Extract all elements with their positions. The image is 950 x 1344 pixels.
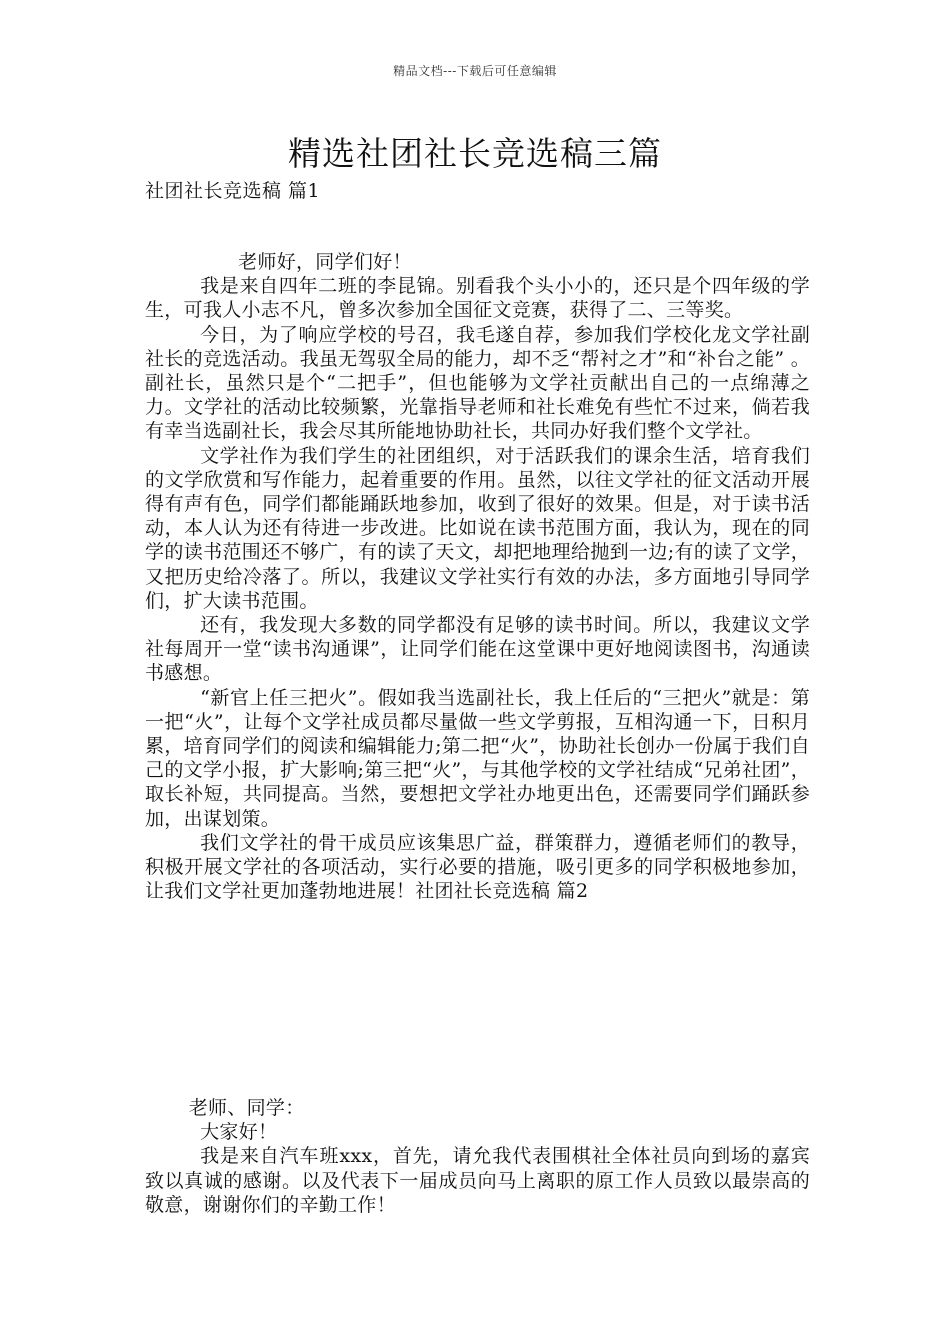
section1-paragraph-6: 我们文学社的骨干成员应该集思广益，群策群力，遵循老师们的教导，积极开展文学社的各项活动，实行必要的措施，吸引更多的同学积极地参加，让我们文学社更加蓬勃地进展！社团社长竞选稿 篇2 — [145, 831, 810, 903]
document-title: 精选社团社长竞选稿三篇 — [288, 134, 662, 173]
section2-body — [145, 1096, 810, 1217]
page-header-watermark: 精品文档---下载后可任意编辑 — [393, 64, 557, 78]
section1-paragraph-3: 文学社作为我们学生的社团组织，对于活跃我们的课余生活，培育我们的文学欣赏和写作能力，起着重要的作用。虽然，以往文学社的征文活动开展得有声有色，同学们都能踊跃地参加，收到了很好的效果。但是，对于读书活动，本人认为还有待进一步改进。比如说在读书范围方面，我认为，现在的同学的读书范围还不够广，有的读了天文，却把地理给抛到一边;有的读了文学，又把历史给冷落了。所以，我建议文学社实行有效的办法，多方面地引导同学们，扩大读书范围。 — [145, 444, 810, 612]
section1-paragraph-2: 今日，为了响应学校的号召，我毛遂自荐，参加我们学校化龙文学社副社长的竞选活动。我虽无驾驭全局的能力，却不乏“帮衬之才”和“补台之能” 。副社长，虽然只是个“二把手”，但也能够为文学社贡献出自己的一点绵薄之力。文学社的活动比较频繁，光靠指导老师和社长难免有些忙不过来，倘若我有幸当选副社长，我会尽其所能地协助社长，共同办好我们整个文学社。 — [145, 323, 810, 443]
section1-paragraph-1: 我是来自四年二班的李昆锦。别看我个头小小的，还只是个四年级的学生，可我人小志不凡，曾多次参加全国征文竞赛，获得了二、三等奖。 — [145, 275, 810, 322]
section2-greeting: 大家好！ — [200, 1121, 278, 1144]
section1-greeting: 老师好，同学们好！ — [238, 251, 412, 273]
section1-paragraph-5: “新官上任三把火”。假如我当选副社长，我上任后的“三把火”就是：第一把“火”，让每个文学社成员都尽量做一些文学剪报，互相沟通一下，日积月累，培育同学们的阅读和编辑能力;第二把“火”，协助社长创办一份属于我们自己的文学小报，扩大影响;第三把“火”，与其他学校的文学社结成“兄弟社团”，取长补短，共同提高。当然，要想把文学社办地更出色，还需要同学们踊跃参加，出谋划策。 — [145, 686, 810, 830]
section1-paragraph-4: 还有，我发现大多数的同学都没有足够的读书时间。所以，我建议文学社每周开一堂“读书沟通课”，让同学们能在这堂课中更好地阅读图书，沟通读书感想。 — [145, 614, 810, 685]
section1-heading: 社团社长竞选稿 篇1 — [145, 180, 321, 202]
section2-salutation: 老师、同学： — [188, 1097, 305, 1119]
section1-body — [145, 250, 810, 903]
section2-paragraph-1: 我是来自汽车班xxx，首先，请允我代表围棋社全体社员向到场的嘉宾致以真诚的感谢。以及代表下一届成员向马上离职的原工作人员致以最崇高的敬意，谢谢你们的辛勤工作！ — [145, 1145, 810, 1216]
